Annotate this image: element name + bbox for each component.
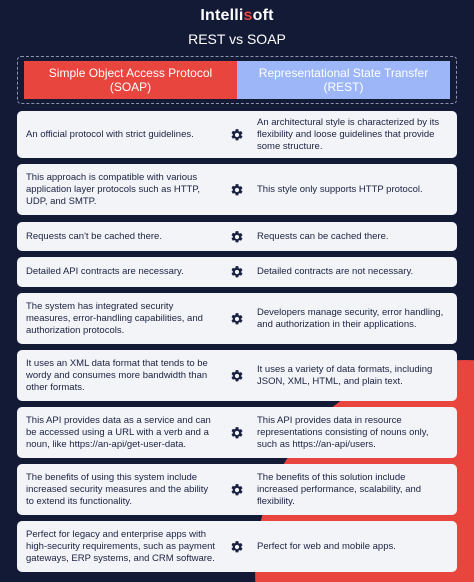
gear-icon [220, 369, 254, 383]
soap-cell: This API provides data as a service and can be accessed using a URL with a verb and a noun, like https://an-api/get-user-data. [26, 414, 211, 450]
rest-cell: This style only supports HTTP protocol. [257, 183, 423, 195]
comparison-row [17, 521, 457, 572]
gear-icon [220, 540, 254, 554]
gear-icon [220, 312, 254, 326]
gear-icon [220, 128, 254, 142]
gear-icon [220, 265, 254, 279]
soap-cell: Detailed API contracts are necessary. [26, 266, 184, 277]
rest-cell: Detailed contracts are not necessary. [257, 266, 414, 277]
rest-cell: Requests can be cached there. [257, 230, 389, 242]
soap-cell: Perfect for legacy and enterprise apps with high-security requirements, such as payment gateways, ERP systems, and CRM software. [26, 528, 216, 564]
comparison-header [17, 56, 457, 104]
rest-cell: The benefits of this solution include increased performance, scalability, and flexibility. [257, 471, 422, 507]
comparison-row [17, 464, 457, 515]
soap-cell: This approach is compatible with various application layer protocols such as HTTP, UDP, and SMTP. [26, 171, 201, 207]
rest-cell: Developers manage security, error handling, and authorization in their applications. [257, 306, 444, 330]
gear-icon [220, 483, 254, 497]
comparison-row [17, 407, 457, 458]
rest-header: Representational State Transfer (REST) [237, 61, 450, 99]
rest-cell: Perfect for web and mobile apps. [257, 540, 396, 552]
comparison-row [17, 350, 457, 401]
rest-cell: An architectural style is characterized by its flexibility and loose guidelines that provide some structure. [257, 116, 440, 152]
gear-icon [220, 183, 254, 197]
comparison-row [17, 111, 457, 158]
soap-cell: The system has integrated security measures, error-handling capabilities, and authorization protocols. [26, 300, 203, 336]
soap-cell: Requests can't be cached there. [26, 230, 162, 242]
comparison-row [17, 164, 457, 215]
comparison-row [17, 293, 457, 344]
brand-logo: Intellisoft [200, 7, 274, 24]
rest-cell: It uses a variety of data formats, including JSON, XML, HTML, and plain text. [257, 363, 433, 387]
gear-icon [220, 426, 254, 440]
gear-icon [220, 230, 254, 244]
rest-cell: This API provides data in resource representations consisting of nouns only, such as https://an-api/users. [257, 414, 429, 450]
soap-cell: It uses an XML data format that tends to be wordy and consumes more bandwidth than other formats. [26, 357, 208, 393]
soap-cell: The benefits of using this system include increased security measures and the ability to extend its functionality. [26, 471, 209, 507]
comparison-row [17, 222, 457, 251]
comparison-row [17, 257, 457, 287]
soap-cell: An official protocol with strict guidelines. [26, 128, 194, 140]
soap-header: Simple Object Access Protocol (SOAP) [24, 61, 237, 99]
page-title: REST vs SOAP [188, 31, 286, 47]
